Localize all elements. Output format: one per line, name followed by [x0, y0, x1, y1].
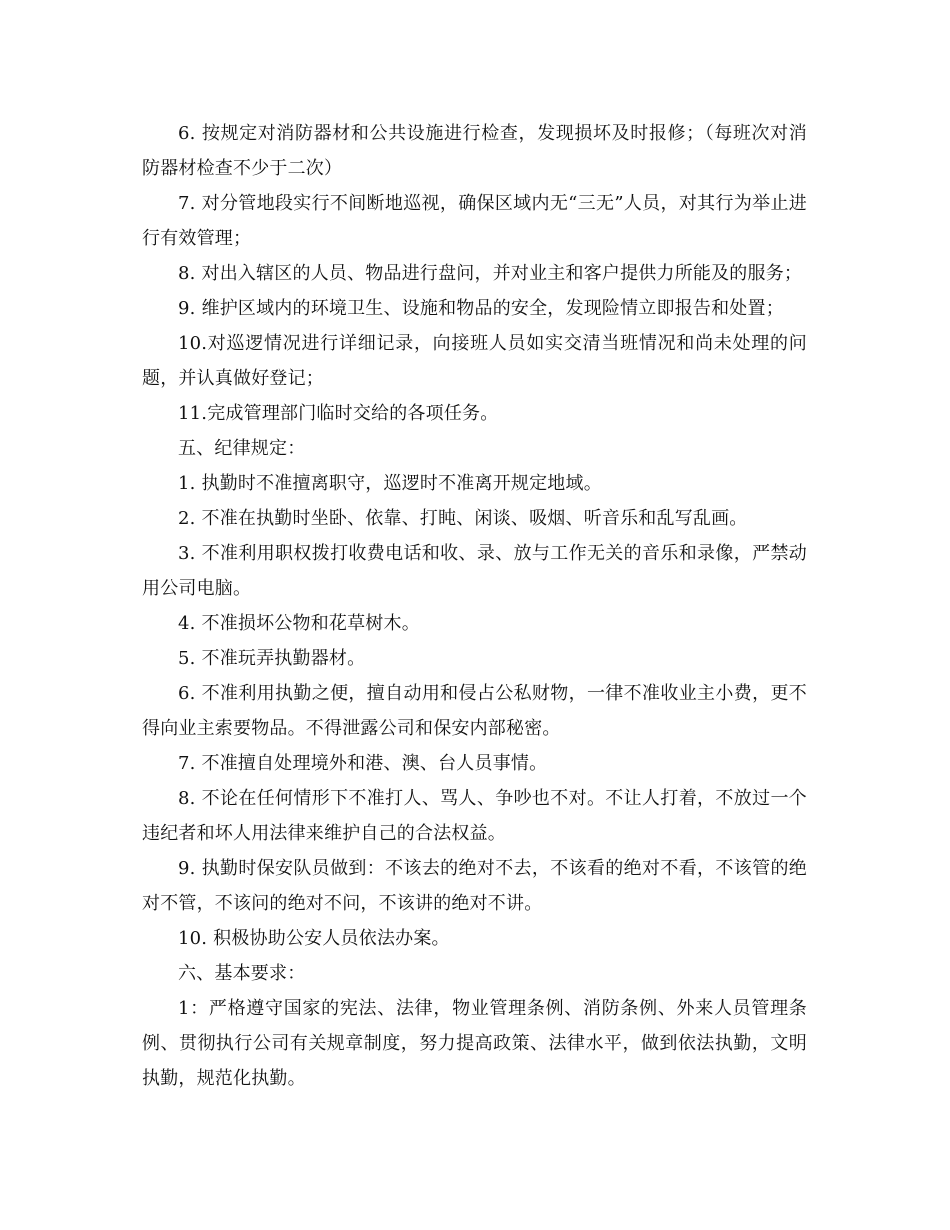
- list-item: 1. 执勤时不准擅离职守，巡逻时不准离开规定地域。: [178, 473, 602, 494]
- list-item: 7. 对分管地段实行不间断地巡视，确保区域内无“三无”人员，对其行为举止进行有效管理；: [142, 193, 807, 249]
- list-item: 3. 不准利用职权拨打收费电话和收、录、放与工作无关的音乐和录像，严禁动用公司电脑。: [142, 543, 807, 599]
- list-item: 10.对巡逻情况进行详细记录，向接班人员如实交清当班情况和尚未处理的问题，并认真做好登记；: [142, 333, 807, 389]
- list-item: 6. 不准利用执勤之便，擅自动用和侵占公私财物，一律不准收业主小费，更不得向业主索要物品。不得泄露公司和保安内部秘密。: [142, 683, 807, 739]
- list-item: 11.完成管理部门临时交给的各项任务。: [178, 403, 499, 424]
- list-item: 8. 不论在任何情形下不准打人、骂人、争吵也不对。不让人打着，不放过一个违纪者和坏人用法律来维护自己的合法权益。: [142, 788, 807, 844]
- list-item: 8. 对出入辖区的人员、物品进行盘问，并对业主和客户提供力所能及的服务；: [178, 263, 803, 284]
- list-item: 7. 不准擅自处理境外和港、澳、台人员事情。: [178, 753, 548, 774]
- list-item: 6. 按规定对消防器材和公共设施进行检查，发现损坏及时报修；（每班次对消防器材检查不少于二次）: [142, 123, 807, 179]
- list-item: 9. 维护区域内的环境卫生、设施和物品的安全，发现险情立即报告和处置；: [178, 298, 784, 319]
- document-body: [142, 116, 807, 1096]
- section-heading: 五、纪律规定：: [178, 438, 306, 459]
- list-item: 10. 积极协助公安人员依法办案。: [178, 928, 450, 949]
- list-item: 1：严格遵守国家的宪法、法律，物业管理条例、消防条例、外来人员管理条例、贯彻执行公司有关规章制度，努力提高政策、法律水平，做到依法执勤，文明执勤，规范化执勤。: [142, 998, 807, 1089]
- list-item: 5. 不准玩弄执勤器材。: [178, 648, 366, 669]
- section-heading: 六、基本要求：: [178, 963, 306, 984]
- list-item: 2. 不准在执勤时坐卧、依靠、打盹、闲谈、吸烟、听音乐和乱写乱画。: [178, 508, 748, 529]
- list-item: 4. 不准损坏公物和花草树木。: [178, 613, 420, 634]
- list-item: 9. 执勤时保安队员做到：不该去的绝对不去，不该看的绝对不看，不该管的绝对不管，不该问的绝对不问，不该讲的绝对不讲。: [142, 858, 807, 914]
